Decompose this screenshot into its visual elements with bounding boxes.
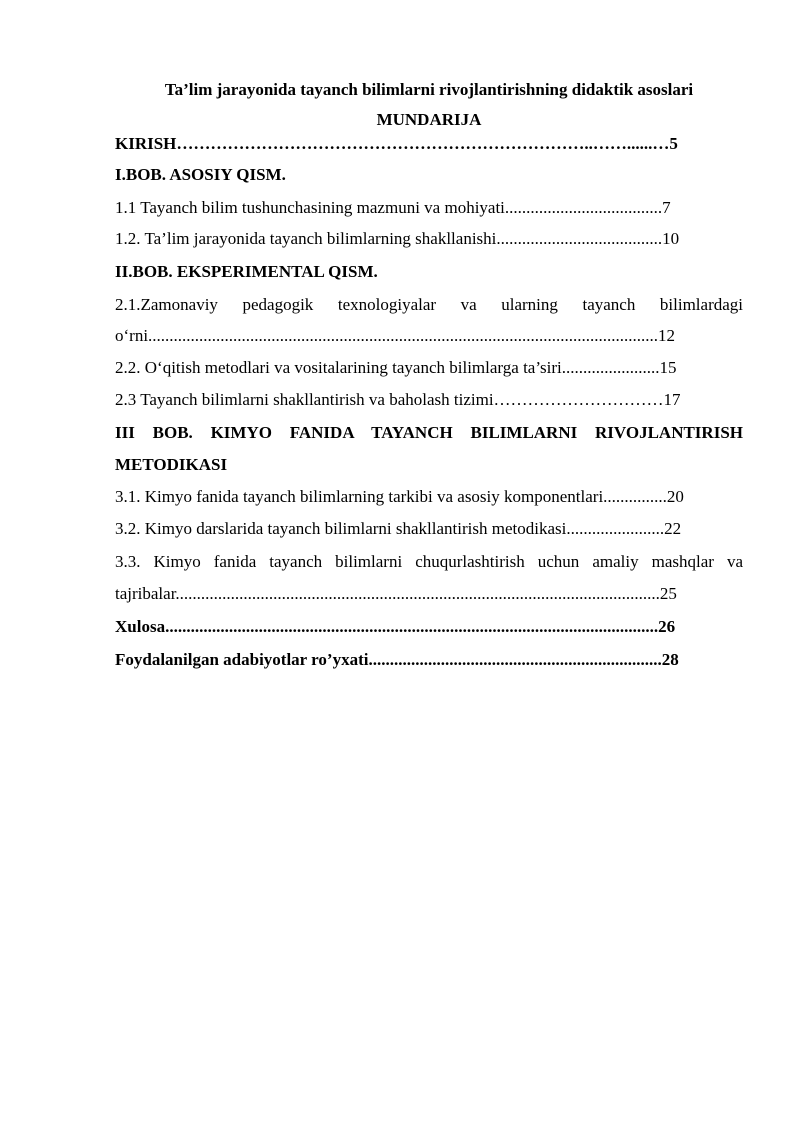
toc-chapter-3-line2: METODIKASI xyxy=(115,455,228,474)
document-title: Ta’lim jarayonida tayanch bilimlarni rivojlantirishning didaktik asoslari xyxy=(164,80,694,99)
toc-entry-3-2: 3.2. Kimyo darslarida tayanch bilimlarni shakllantirish metodikasi.......................22 xyxy=(115,519,682,538)
toc-entry-2-2: 2.2. O‘qitish metodlari va vositalarining tayanch bilimlarga ta’siri.......................15 xyxy=(115,358,677,377)
toc-entry-xulosa: Xulosa....................................................................................................................26 xyxy=(115,617,676,636)
toc-entry-3-3-line1: 3.3. Kimyo fanida tayanch bilimlarni chuqurlashtirish uchun amaliy mashqlar va xyxy=(115,552,743,571)
toc-entry-2-3: 2.3 Tayanch bilimlarni shakllantirish va baholash tizimi…………………………17 xyxy=(115,390,681,409)
toc-entry-1-1: 1.1 Tayanch bilim tushunchasining mazmuni va mohiyati.....................................7 xyxy=(115,198,671,217)
toc-entry-2-1-line1: 2.1.Zamonaviy pedagogik texnologiyalar va ularning tayanch bilimlardagi xyxy=(115,295,743,314)
toc-chapter-3-line1: III BOB. KIMYO FANIDA TAYANCH BILIMLARNI RIVOJLANTIRISH xyxy=(115,423,743,442)
toc-entry-adabiyotlar: Foydalanilgan adabiyotlar ro’yxati.....................................................................28 xyxy=(115,650,679,669)
toc-entry-3-1: 3.1. Kimyo fanida tayanch bilimlarning tarkibi va asosiy komponentlari...............20 xyxy=(115,487,684,506)
toc-entry-kirish: KIRISH………………………………………………………………..……......…5 xyxy=(115,134,678,153)
toc-chapter-1: I.BOB. ASOSIY QISM. xyxy=(115,165,286,184)
toc-heading: MUNDARIJA xyxy=(376,110,482,129)
toc-chapter-2: II.BOB. EKSPERIMENTAL QISM. xyxy=(115,262,378,281)
toc-entry-2-1-line2: o‘rni........................................................................................................................12 xyxy=(115,326,676,345)
toc-entry-3-3-line2: tajribalar..................................................................................................................25 xyxy=(115,584,677,603)
toc-entry-1-2: 1.2. Ta’lim jarayonida tayanch bilimlarning shakllanishi.......................................10 xyxy=(115,229,680,248)
